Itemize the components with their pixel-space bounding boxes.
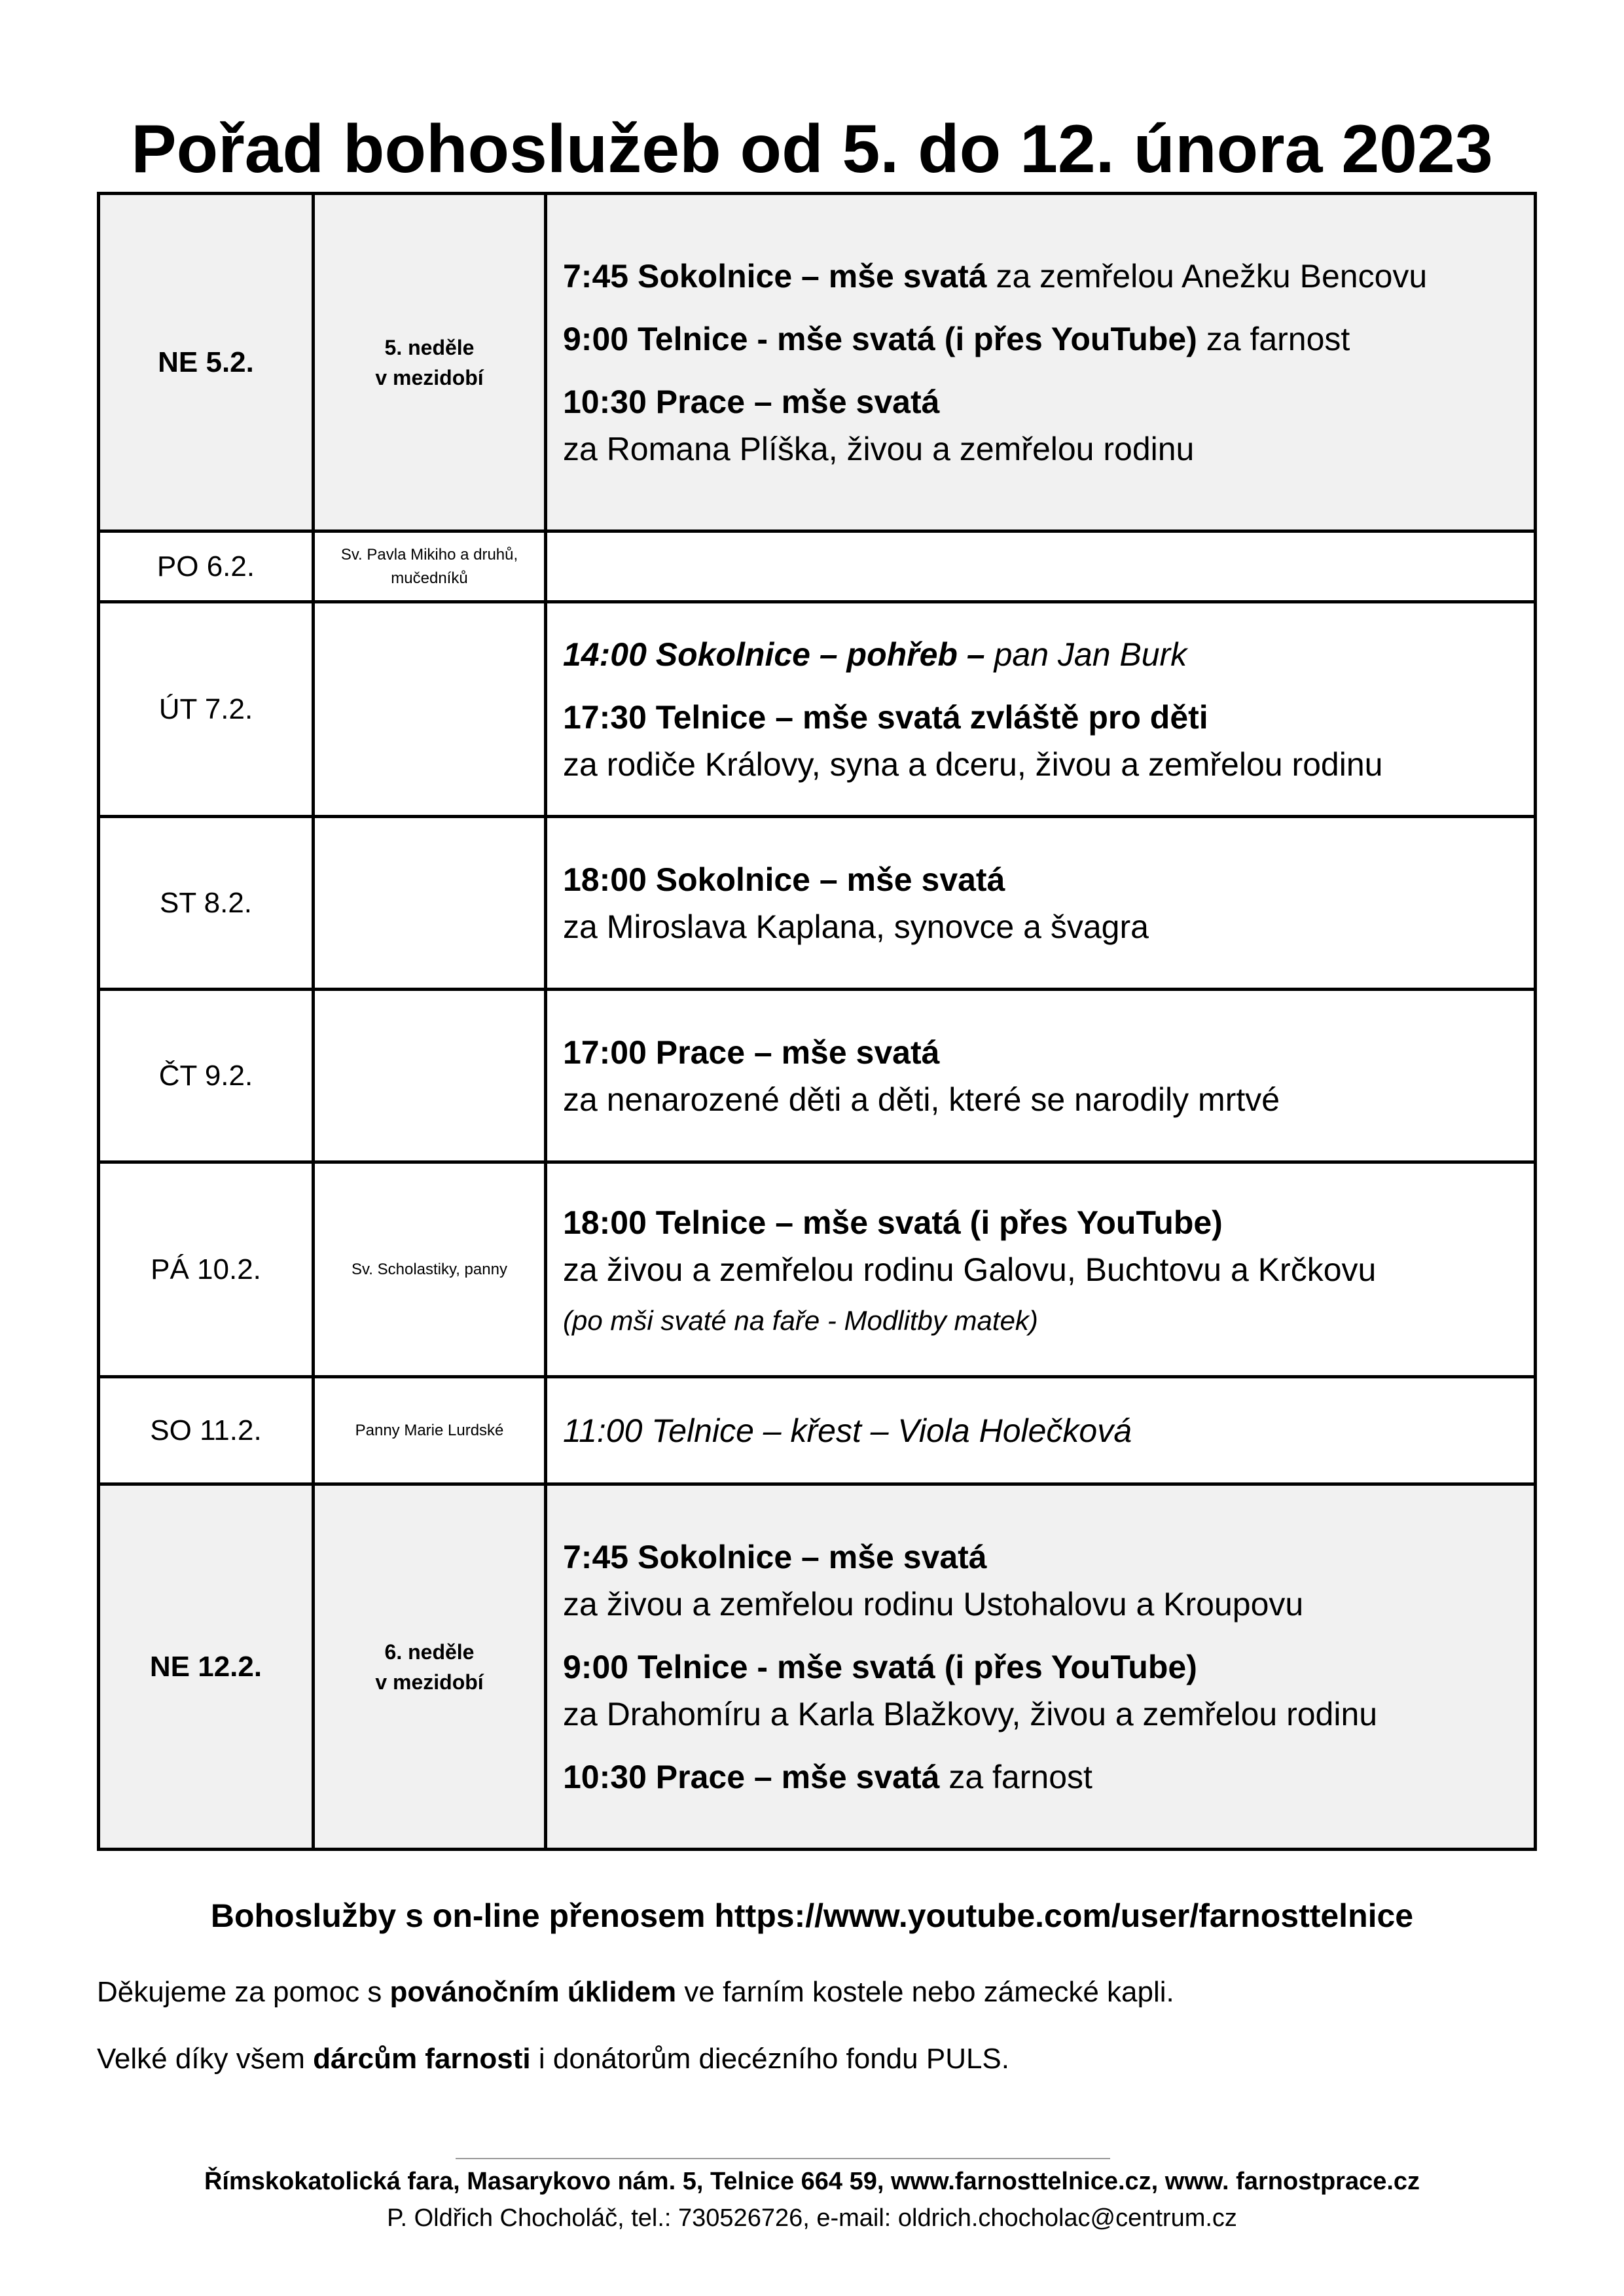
schedule-row [99, 194, 1536, 531]
service-line [563, 694, 1518, 741]
service-line [563, 1199, 1518, 1246]
schedule-row [99, 990, 1536, 1162]
thanks-cleanup-post: ve farním kostele nebo zámecké kapli. [676, 1976, 1174, 2008]
feast-line: 5. neděle [384, 335, 475, 359]
day-cell: ÚT 7.2. [99, 602, 314, 817]
footer-divider [456, 2158, 1110, 2159]
feast-line: Sv. Pavla Mikiho a druhů, [340, 545, 518, 564]
service-text: pan Jan Burk [984, 636, 1187, 673]
feast-line: mučedníků [391, 569, 468, 587]
feast-cell [314, 990, 546, 1162]
service-text: 10:30 Prace – mše svatá [563, 1758, 940, 1795]
service-entry [563, 631, 1518, 678]
service-note: (po mši svaté na faře - Modlitby matek) [563, 1304, 1038, 1336]
thanks-donors-post: i donátorům diecézního fondu PULS. [530, 2043, 1010, 2075]
service-line [563, 378, 1518, 425]
schedule-row [99, 531, 1536, 602]
thanks-donors-bold: dárcům farnosti [313, 2043, 531, 2075]
feast-cell [314, 531, 546, 602]
service-line [563, 1643, 1518, 1691]
service-text: 17:00 Prace – mše svatá [563, 1033, 940, 1071]
service-text: 11:00 Telnice – křest – Viola Holečková [563, 1412, 1132, 1449]
services-cell [546, 990, 1536, 1162]
feast-cell [314, 194, 546, 531]
services-cell [546, 817, 1536, 990]
service-intention: za Miroslava Kaplana, synovce a švagra [563, 908, 1149, 945]
feast-line: 6. neděle [384, 1640, 475, 1664]
service-line [563, 1407, 1518, 1454]
service-line [563, 1534, 1518, 1581]
service-entry [563, 1029, 1518, 1123]
schedule-row [99, 1377, 1536, 1484]
service-entry [563, 1753, 1518, 1801]
services-cell [546, 1484, 1536, 1850]
service-text: 9:00 Telnice - mše svatá (i přes YouTube) [563, 1648, 1197, 1685]
service-text: za farnost [1197, 320, 1350, 357]
service-text: 18:00 Telnice – mše svatá (i přes YouTube) [563, 1204, 1223, 1241]
day-cell: NE 5.2. [99, 194, 314, 531]
thanks-cleanup-pre: Děkujeme za pomoc s [97, 1976, 390, 2008]
schedule-body [99, 194, 1536, 1850]
service-line [563, 253, 1518, 300]
service-entry [563, 1643, 1518, 1738]
service-entry [563, 1534, 1518, 1628]
services-cell [546, 194, 1536, 531]
footer-contact: P. Oldřich Chocholáč, tel.: 730526726, e-mail: oldrich.chocholac@centrum.cz [387, 2204, 1237, 2232]
day-cell: NE 12.2. [99, 1484, 314, 1850]
service-entry [563, 1199, 1518, 1340]
day-cell: SO 11.2. [99, 1377, 314, 1484]
service-intention: za nenarozené děti a děti, které se narodily mrtvé [563, 1081, 1280, 1118]
feast-line: Panny Marie Lurdské [355, 1421, 504, 1439]
service-line [563, 315, 1518, 363]
footer-address: Římskokatolická fara, Masarykovo nám. 5, Telnice 664 59, www.farnosttelnice.cz, www. farnostprace.cz [204, 2168, 1420, 2195]
services-cell [546, 1377, 1536, 1484]
service-intention: za živou a zemřelou rodinu Galovu, Buchtovu a Krčkovu [563, 1251, 1377, 1288]
schedule-row [99, 817, 1536, 990]
day-cell: ST 8.2. [99, 817, 314, 990]
service-entry [563, 1407, 1518, 1454]
service-text: za farnost [939, 1758, 1092, 1795]
service-text: 17:30 Telnice – mše svatá zvláště pro děti [563, 698, 1208, 736]
stream-info: Bohoslužby s on-line přenosem https://www.youtube.com/user/farnosttelnice [210, 1897, 1414, 1934]
thanks-donors [97, 2039, 1009, 2079]
day-cell: PO 6.2. [99, 531, 314, 602]
service-text: 7:45 Sokolnice – mše svatá [563, 257, 987, 295]
feast-line: v mezidobí [375, 365, 484, 389]
service-text: 18:00 Sokolnice – mše svatá [563, 861, 1005, 898]
thanks-cleanup [97, 1973, 1174, 2012]
service-intention: za rodiče Královy, syna a dceru, živou a zemřelou rodinu [563, 745, 1383, 783]
feast-cell [314, 1377, 546, 1484]
feast-line: v mezidobí [375, 1670, 484, 1694]
service-entry [563, 253, 1518, 300]
service-text: 9:00 Telnice - mše svatá (i přes YouTube) [563, 320, 1197, 357]
day-cell: PÁ 10.2. [99, 1162, 314, 1377]
service-text: 10:30 Prace – mše svatá [563, 383, 940, 420]
service-entry [563, 856, 1518, 950]
service-entry [563, 315, 1518, 363]
schedule-table [97, 192, 1537, 1851]
services-cell [546, 531, 1536, 602]
service-intention: za Drahomíru a Karla Blažkovy, živou a zemřelou rodinu [563, 1695, 1378, 1732]
service-line [563, 631, 1518, 678]
feast-line: Sv. Scholastiky, panny [352, 1260, 507, 1278]
day-cell: ČT 9.2. [99, 990, 314, 1162]
feast-cell [314, 602, 546, 817]
service-text: za zemřelou Anežku Bencovu [986, 257, 1428, 295]
schedule-row [99, 1162, 1536, 1377]
service-text: 14:00 Sokolnice – pohřeb – [563, 636, 985, 673]
service-intention: za Romana Plíška, živou a zemřelou rodinu [563, 430, 1195, 467]
service-entry [563, 378, 1518, 473]
service-line [563, 1753, 1518, 1801]
service-line [563, 856, 1518, 903]
feast-cell [314, 817, 546, 990]
thanks-cleanup-bold: povánočním úklidem [389, 1976, 677, 2008]
service-text: 7:45 Sokolnice – mše svatá [563, 1538, 987, 1575]
feast-cell [314, 1484, 546, 1850]
schedule-row [99, 602, 1536, 817]
schedule-row [99, 1484, 1536, 1850]
services-cell [546, 602, 1536, 817]
thanks-donors-pre: Velké díky všem [97, 2043, 314, 2075]
service-intention: za živou a zemřelou rodinu Ustohalovu a Kroupovu [563, 1585, 1304, 1623]
page-title: Pořad bohoslužeb od 5. do 12. února 2023 [131, 111, 1493, 187]
services-cell [546, 1162, 1536, 1377]
feast-cell [314, 1162, 546, 1377]
service-line [563, 1029, 1518, 1076]
service-entry [563, 694, 1518, 788]
